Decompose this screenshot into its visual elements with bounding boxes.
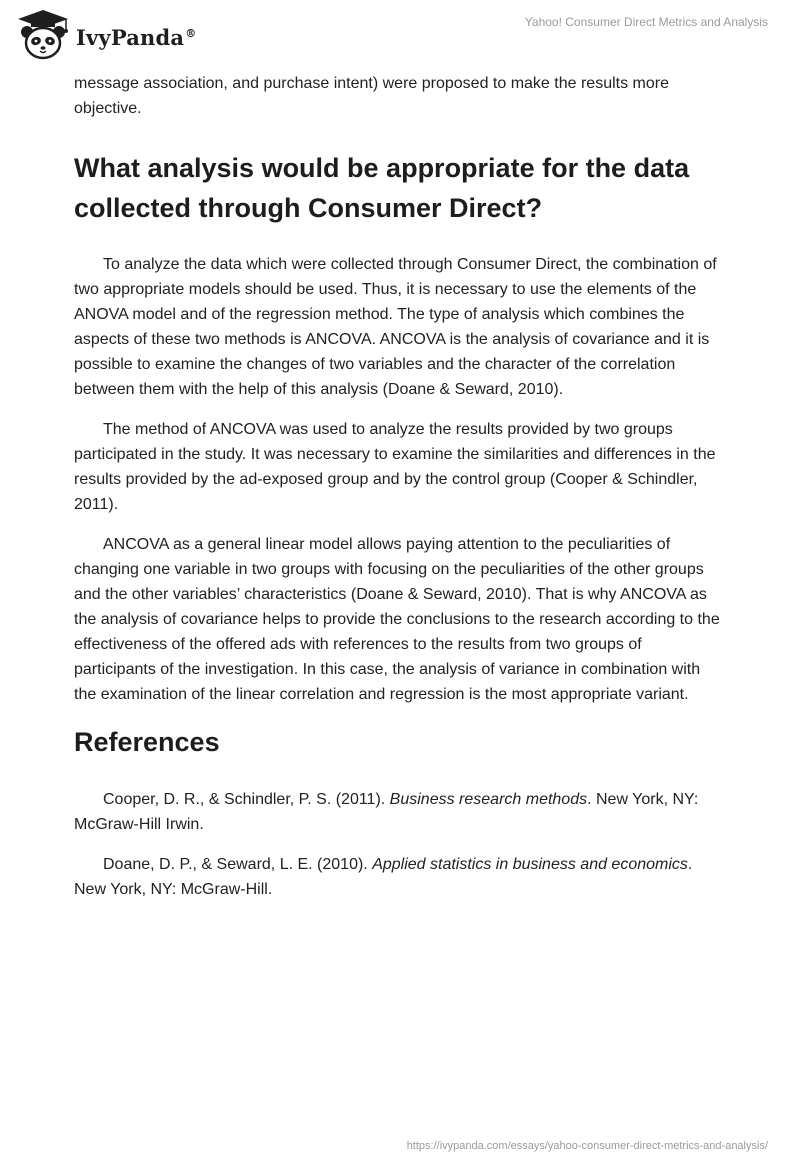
body-paragraph-3: ANCOVA as a general linear model allows paying attention to the peculiarities of changing one variable in two groups with focusing on the peculiarities of the other groups and the other variables’ characteristics (Doane & Seward, 2010). That is why ANCOVA as the analysis of covariance helps to provide the conclusions to the research according to the effectiveness of the offered ads with references to the results from two groups of participants of the investigation. In this case, the analysis of variance in combination with the examination of the linear correlation and regression is the most appropriate variant. bbox=[74, 536, 720, 703]
reference-item bbox=[74, 787, 724, 837]
section-heading: What analysis would be appropriate for the data collected through Consumer Direct? bbox=[74, 153, 690, 223]
reference-publisher: . New York, NY: McGraw-Hill. bbox=[74, 856, 693, 898]
brand-name: IvyPanda® bbox=[76, 24, 197, 50]
reference-item bbox=[74, 852, 724, 902]
document-title: Yahoo! Consumer Direct Metrics and Analysis bbox=[524, 15, 768, 29]
body-paragraph-2: The method of ANCOVA was used to analyze the results provided by two groups participated in the study. It was necessary to examine the similarities and differences in the results provided by the ad-exposed group and by the control group (Cooper & Schindler, 2011). bbox=[74, 421, 716, 513]
reference-publisher: . New York, NY: McGraw-Hill Irwin. bbox=[74, 791, 699, 833]
essay-content bbox=[74, 70, 724, 917]
panda-graduation-cap-icon bbox=[14, 8, 72, 62]
page-header bbox=[0, 0, 800, 70]
reference-authors: Doane, D. P., & Seward, L. E. (2010). bbox=[103, 856, 373, 873]
lead-paragraph: message association, and purchase intent) were proposed to make the results more objective. bbox=[74, 75, 669, 117]
references-heading: References bbox=[74, 727, 220, 757]
ivypanda-logo[interactable] bbox=[14, 8, 196, 62]
body-paragraph-1: To analyze the data which were collected through Consumer Direct, the combination of two appropriate models should be used. Thus, it is necessary to use the elements of the ANOVA model and of the regression method. The type of analysis which combines the aspects of these two methods is ANCOVA. ANCOVA is the analysis of covariance and it is possible to examine the changes of two variables and the character of the correlation between them with the help of this analysis (Doane & Seward, 2010). bbox=[74, 256, 717, 398]
reference-title: Business research methods bbox=[389, 791, 588, 808]
source-url[interactable]: https://ivypanda.com/essays/yahoo-consumer-direct-metrics-and-analysis/ bbox=[406, 1140, 768, 1152]
reference-authors: Cooper, D. R., & Schindler, P. S. (2011). bbox=[103, 791, 390, 808]
reference-title: Applied statistics in business and economics bbox=[372, 856, 688, 873]
registered-mark: ® bbox=[185, 26, 197, 40]
